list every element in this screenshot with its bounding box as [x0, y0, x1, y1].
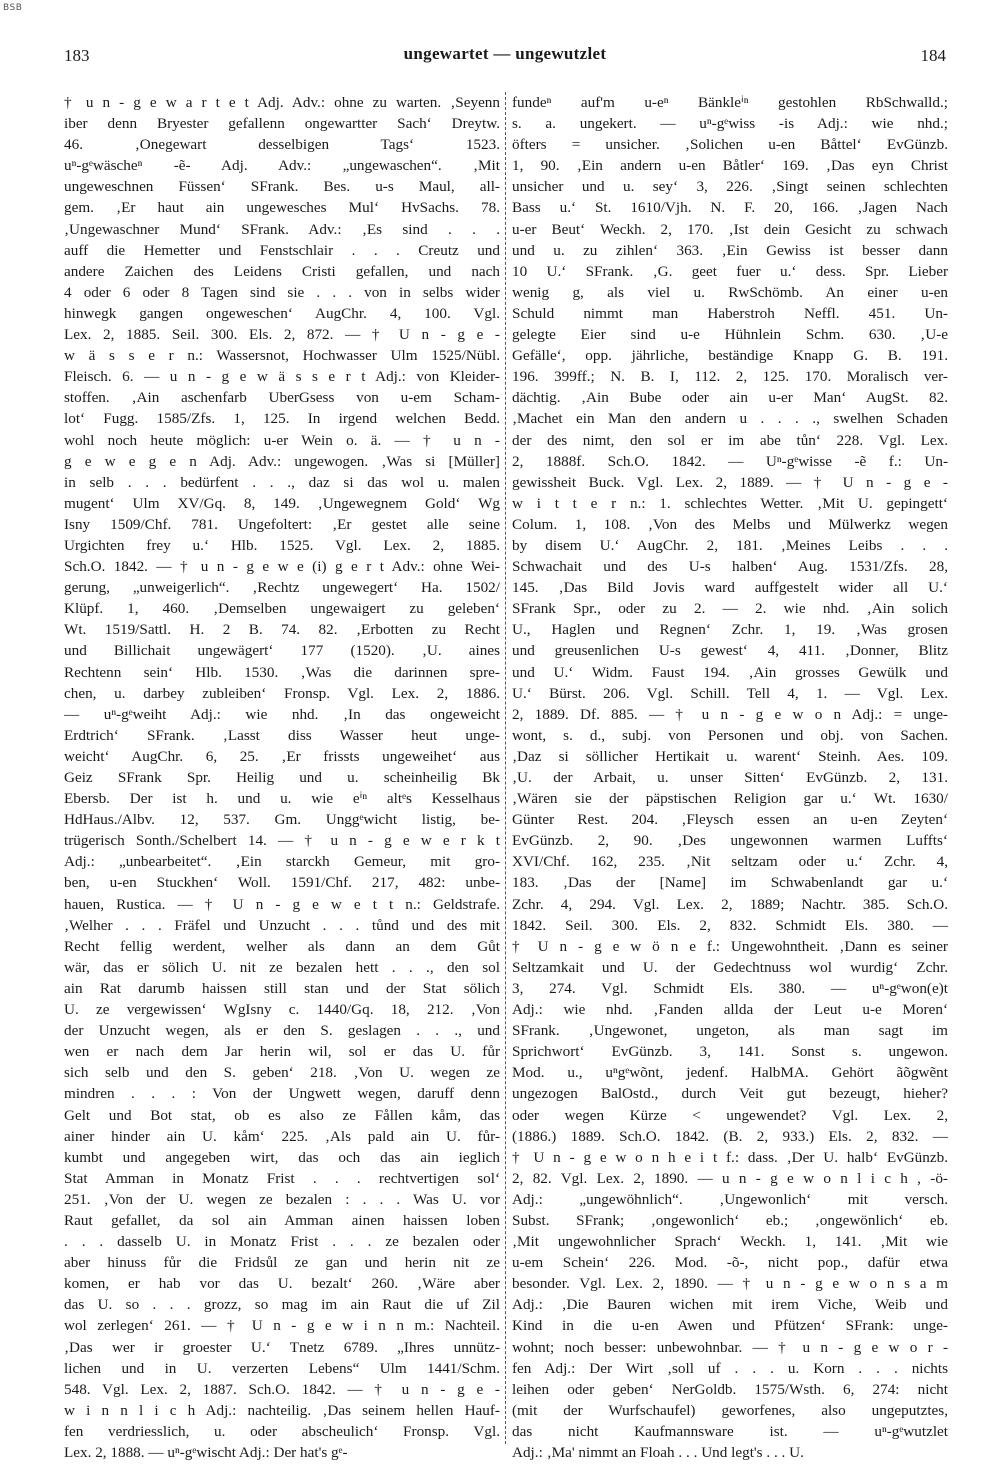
text-line: Fleisch. 6. — u n - g e w ä s s e r t Adj.: von Kleider-: [64, 368, 500, 386]
text-line: ‚Wären sie der päpstischen Religion gar u.‘ Wt. 1630/: [512, 790, 948, 808]
text-line: Geiz SFrank Spr. Heilig und u. scheinheilig Bk: [64, 769, 500, 786]
text-line: w i n n l i c h Adj.: nachteilig. ‚Das seinem hellen Hauf-: [64, 1401, 500, 1419]
text-line: 2, 1888f. Sch.O. 1842. — Uⁿ-gᵉwisse -ẽ f.: Un-: [512, 452, 948, 470]
left-column: [64, 92, 500, 1461]
text-line: aber hinuss fůr die Fridsůl ze gan und herin nit ze: [64, 1254, 500, 1272]
text-line: 46. ‚Onegewart desselbigen Tags‘ 1523.: [64, 136, 500, 154]
text-line: wol zerlegen‘ 261. — † U n - g e w i n n m.: Nachteil.: [64, 1317, 500, 1335]
text-line: sich selb und den S. geben‘ 218. ‚Von U. wegen ze: [64, 1064, 500, 1082]
text-line: wont, s. d., subj. von Personen und obj. von Sachen.: [512, 726, 948, 744]
text-line: Gelt und Bot stat, ob es also ze Fållen kåm, das: [64, 1106, 500, 1124]
text-line: ainer hinder ain U. kåm‘ 225. ‚Als pald ain U. fůr-: [64, 1127, 500, 1145]
text-line: Wt. 1519/Sattl. H. 2 B. 74. 82. ‚Erbotten zu Recht: [64, 621, 500, 639]
text-line: u-em Schein‘ 226. Mod. -õ-, nicht pop., dafür etwa: [512, 1254, 948, 1272]
text-line: ‚Daz si söllicher Hertikait u. warent‘ Steinh. Aes. 109.: [512, 747, 948, 765]
text-line: andere Zaichen des Leidens Cristi gefallen, und nach: [64, 262, 500, 280]
text-line: Raut gefallet, da sol ain Amman ainen haissen loben: [64, 1211, 500, 1229]
text-line: Lex. 2, 1888. — uⁿ-gᵉwischt Adj.: Der hat's gᵉ-: [64, 1444, 348, 1461]
library-stamp: BSB: [3, 3, 23, 13]
text-line: 1842. Seil. 300. Els. 2, 832. Schmidt Els. 380. —: [512, 916, 948, 934]
text-line: gewissheit Buck. Vgl. Lex. 2, 1889. — † U n - g e -: [512, 473, 948, 491]
text-line: 2, 1889. Df. 885. — † u n - g e w o n Adj.: = unge-: [512, 705, 948, 723]
page-number-left: 183: [64, 46, 90, 65]
text-line: und Billichait ungewägert‘ 177 (1520). ‚U. aines: [64, 642, 500, 660]
text-line: Zchr. 4, 294. Vgl. Lex. 2, 1889; Nachtr. 385. Sch.O.: [512, 895, 948, 913]
text-line: iber denn Bryester gefallenn ongewartter Sach‘ Dreytw.: [64, 115, 500, 133]
text-line: Schwachait und des U-s halben‘ Aug. 1531/Zfs. 28,: [512, 558, 948, 576]
text-line: Mod. u., uⁿgᵉwõnt, jedenf. HalbMA. Gehört ãõgwẽnt: [512, 1064, 948, 1082]
text-columns: [64, 92, 948, 1461]
text-line: stoffen. ‚Ain aschenfarb UberGsess von u-em Scham-: [64, 389, 500, 407]
running-head: ungewartet — ungewutzlet: [403, 44, 607, 63]
text-line: † U n - g e w ö n e f.: Ungewohntheit. ‚Dann es seiner: [512, 937, 948, 955]
text-line: Colum. 1, 108. ‚Von des Melbs und Mülwerkz wegen: [512, 515, 948, 533]
text-line: 251. ‚Von der U. wegen ze bezalen : . . . Was U. vor: [64, 1190, 500, 1208]
text-line: Ebersb. Der ist h. und u. wie eⁱⁿ altᵉs Kesselhaus: [64, 790, 500, 808]
text-line: ‚Das wer ir groester U.‘ Tnetz 6789. „Ihres unnütz-: [64, 1338, 500, 1356]
text-line: mindren . . . : Von der Ungwett wegen, daruff denn: [64, 1085, 500, 1103]
text-line: . . . dasselb U. in Monatz Frist . . . ze bezalen oder: [64, 1233, 500, 1251]
text-line: wenig g, als viel u. RwSchömb. An einer u-en: [512, 283, 948, 301]
text-line: ‚U. der Arbait, u. unser Sitten‘ EvGünzb. 2, 131.: [512, 769, 948, 786]
text-line: weicht‘ AugChr. 6, 25. ‚Er frissts ungeweihet‘ aus: [64, 747, 500, 765]
text-line: U.‘ Bürst. 206. Vgl. Schill. Tell 4, 1. — Vgl. Lex.: [512, 684, 948, 702]
text-line: 3, 274. Vgl. Schmidt Els. 380. — uⁿ-gᵉwon(e)t: [512, 979, 948, 997]
text-line: dächtig. ‚Ain Bube oder ain u-er Man‘ AugSt. 82.: [512, 389, 948, 407]
text-line: 1, 90. ‚Ein andern u-en Båtler‘ 169. ‚Das eyn Christ: [512, 157, 948, 175]
text-line: Adj.: ‚Die Bauren wichen mit irem Viche, Weib und: [512, 1296, 948, 1314]
text-line: hauen, Rustica. — † U n - g e w e t t n.: Geldstrafe.: [64, 895, 500, 913]
text-line: auff die Hemetter und Fenstschlair . . . Creutz und: [64, 241, 500, 259]
text-line: SFrank. ‚Ungewonet, ungeton, als man sagt im: [512, 1022, 948, 1040]
text-line: Rechtenn sein‘ Hlb. 1530. ‚Was die darinnen spre-: [64, 663, 500, 681]
text-line: Bass u.‘ St. 1610/Vjh. N. F. 20, 166. ‚Jagen Nach: [512, 199, 948, 217]
text-line: komen, er hab vor das U. bezalt‘ 260. ‚Wäre aber: [64, 1275, 500, 1293]
text-line: EvGünzb. 2, 90. ‚Des ungewonnen warmen Luffts‘: [512, 832, 948, 850]
text-line: Isny 1509/Chf. 781. Ungefoltert: ‚Er gestet alle seine: [64, 515, 500, 533]
text-line: chen, u. darbey zubleiben‘ Fronsp. Vgl. Lex. 2, 1886.: [64, 684, 500, 702]
text-line: ‚Ungewaschner Mund‘ SFrank. Adv.: ‚Es sind . . .: [64, 220, 500, 238]
text-line: Urgichten frey u.‘ Hlb. 1525. Vgl. Lex. 2, 1885.: [64, 536, 500, 554]
text-line: und U.‘ Widm. Faust 194. ‚Ain grosses Gewülk und: [512, 663, 948, 681]
text-line: das U. so . . . grozz, so mag im ain Raut die uf Zil: [64, 1296, 500, 1314]
text-line: besonder. Vgl. Lex. 2, 1890. — † u n - g e w o n s a m: [512, 1275, 948, 1293]
column-divider: [505, 92, 507, 1444]
text-line: ungeweschnen Füssen‘ SFrank. Bes. u-s Maul, all-: [64, 178, 500, 196]
text-line: oder wegen Kürze < ungewendet? Vgl. Lex. 2,: [512, 1106, 948, 1124]
text-line: Adj.: „unbearbeitet“. ‚Ein starckh Gemeur, mit gro-: [64, 853, 500, 871]
text-line: w i t t e r n.: 1. schlechtes Wetter. ‚Mit U. gepingett‘: [512, 494, 948, 512]
page-number-right: 184: [920, 46, 946, 65]
text-line: g e w e g e n Adj. Adv.: ungewogen. ‚Was si [Müller]: [64, 452, 500, 470]
text-line: trügerisch Sonth./Schelbert 14. — † u n - g e w e r k t: [64, 832, 500, 850]
text-line: by disem U.‘ AugChr. 2, 181. ‚Meines Leibs . . .: [512, 536, 948, 554]
text-line: 196. 399ff.; N. B. I, 112. 2, 125. 170. Moralisch ver-: [512, 368, 948, 386]
text-line: fen Adj.: Der Wirt ‚soll uf . . . u. Korn . . . nichts: [512, 1359, 948, 1377]
text-line: in selb . . . bedürfent . . ., daz si das wol u. malen: [64, 473, 500, 491]
text-line: HdHaus./Albv. 12, 537. Gm. Unggᵉwicht listig, be-: [64, 811, 500, 829]
text-line: hinwegk gangen ongeweschen‘ AugChr. 4, 100. Vgl.: [64, 304, 500, 322]
text-line: fundeⁿ auf'm u-eⁿ Bänkleⁱⁿ gestohlen RbSchwalld.;: [512, 94, 948, 111]
text-line: lot‘ Fugg. 1585/Zfs. 1, 125. In irgend welchen Bedd.: [64, 410, 500, 428]
right-column: [512, 92, 948, 1461]
text-line: Seltzamkait und U. der Gedechtnuss wol wurdig‘ Zchr.: [512, 958, 948, 976]
text-line: Sprichwort‘ EvGünzb. 3, 141. Sonst s. ungewon.: [512, 1043, 948, 1061]
text-line: ain Rat darumb haissen still stan und der Stat sölich: [64, 979, 500, 997]
text-line: † u n - g e w a r t e t Adj. Adv.: ohne zu warten. ‚Seyenn: [64, 94, 500, 111]
text-line: gelegte Eier sind u-e Hühnlein Schm. 630. ‚U-e: [512, 326, 948, 344]
text-line: ‚Welher . . . Fräfel und Unzucht . . . tůnd und des mit: [64, 916, 500, 934]
text-line: das nicht Kaufmannsware ist. — uⁿ-gᵉwutzlet: [512, 1422, 948, 1440]
text-line: öfters = unsicher. ‚Solichen u-en Båttel‘ EvGünzb.: [512, 136, 948, 154]
text-line: — uⁿ-gᵉweiht Adj.: wie nhd. ‚In das ongeweicht: [64, 705, 500, 723]
page-header: [64, 44, 946, 70]
text-line: ungezogen BalOstd., durch Veit gut bezeugt, hieher?: [512, 1085, 948, 1103]
text-line: und greusenlichen U-s gewest‘ 4, 411. ‚Donner, Blitz: [512, 642, 948, 660]
text-line: U. ze vergewissen‘ WgIsny c. 1440/Gq. 18, 212. ‚Von: [64, 1001, 500, 1019]
text-line: unsicher und u. sey‘ 3, 226. ‚Singt seinen schlechten: [512, 178, 948, 196]
text-line: wen er nach dem Jar herin wil, sol er das U. fůr: [64, 1043, 500, 1061]
text-line: Klüpf. 1, 460. ‚Demselben ungewaigert zu geleben‘: [64, 600, 500, 618]
text-line: 145. ‚Das Bild Jovis ward auffgestelt wider all U.‘: [512, 579, 948, 597]
text-line: der des nimt, den sol er im abe tůn‘ 228. Vgl. Lex.: [512, 431, 948, 449]
text-line: u-er Beut‘ Weckh. 2, 170. ‚Ist dein Gesicht zu schwach: [512, 220, 948, 238]
text-line: 10 U.‘ SFrank. ‚G. geet fuer u.‘ dess. Spr. Lieber: [512, 262, 948, 280]
text-line: XVI/Chf. 162, 235. ‚Nit seltzam oder u.‘ Zchr. 4,: [512, 853, 948, 871]
text-line: Kind in die u-en Awen und Pfützen‘ SFrank: unge-: [512, 1317, 948, 1335]
text-line: (mit der Wurfschaufel) geworfenes, also ungeputztes,: [512, 1401, 948, 1419]
text-line: Adj.: ‚Ma' nimmt an Floah . . . Und legt's . . . U.: [512, 1444, 804, 1461]
text-line: kumbt und angegeben wirt, das och das ain ieglich: [64, 1148, 500, 1166]
text-line: uⁿ-gᵉwäscheⁿ -ẽ- Adj. Adv.: „ungewaschen“. ‚Mit: [64, 157, 500, 175]
text-line: wohl noch heute möglich: u-er Wein o. ä. — † u n -: [64, 431, 500, 449]
text-line: Adj.: wie nhd. ‚Fanden allda der Leut u-e Moren‘: [512, 1001, 948, 1019]
text-line: ‚Mit ungewohnlicher Sprach‘ Weckh. 1, 141. ‚Mit wie: [512, 1233, 948, 1251]
text-line: Günter Rest. 204. ‚Fleysch essen an u-en Zeyten‘: [512, 811, 948, 829]
text-line: Sch.O. 1842. — † u n - g e w e (i) g e r t Adv.: ohne Wei-: [64, 558, 500, 576]
text-line: Gefälle‘, opp. jährliche, beständige Knapp G. B. 191.: [512, 347, 948, 365]
text-line: s. a. ungekert. — uⁿ-gᵉwiss -is Adj.: wie nhd.;: [512, 115, 948, 133]
text-line: (1886.) 1889. Sch.O. 1842. (B. 2, 933.) Els. 2, 832. —: [512, 1127, 948, 1145]
text-line: Stat Amman in Monatz Frist . . . rechtvertigen sol‘: [64, 1169, 500, 1187]
text-line: leihen oder geben‘ NerGoldb. 1575/Wsth. 6, 274: nicht: [512, 1380, 948, 1398]
text-line: Adj.: „ungewöhnlich“. ‚Ungewonlich‘ mit versch.: [512, 1190, 948, 1208]
text-line: SFrank Spr., oder zu 2. — 2. wie nhd. ‚Ain solich: [512, 600, 948, 618]
text-line: Lex. 2, 1885. Seil. 300. Els. 2, 872. — † U n - g e -: [64, 326, 500, 344]
text-line: U., Haglen und Regnen‘ Zchr. 1, 19. ‚Was grosen: [512, 621, 948, 639]
text-line: 548. Vgl. Lex. 2, 1887. Sch.O. 1842. — † u n - g e -: [64, 1380, 500, 1398]
text-line: † U n - g e w o n h e i t f.: dass. ‚Der U. halb‘ EvGünzb.: [512, 1148, 948, 1166]
text-line: Schuld nimmt man Haberstroh Neffl. 451. Un-: [512, 304, 948, 322]
text-line: Erdtrich‘ SFrank. ‚Lasst diss Wasser heut unge-: [64, 726, 500, 744]
text-line: gem. ‚Er haut ain ungewesches Mul‘ HvSachs. 78.: [64, 199, 500, 217]
text-line: ‚Machet ein Man den andern u . . . ., swelhen Schaden: [512, 410, 948, 428]
text-line: der Unzucht wegen, als er den S. geslagen . . ., und: [64, 1022, 500, 1040]
text-line: und u. zu zihlen‘ 363. ‚Ein Gewiss ist besser dann: [512, 241, 948, 259]
text-line: 4 oder 6 oder 8 Tagen sind sie . . . von in selbs wider: [64, 283, 500, 301]
text-line: wohnt; noch besser: unbewohnbar. — † u n - g e w o r -: [512, 1338, 948, 1356]
text-line: Recht fellig werdent, welher als dann an dem Gůt: [64, 937, 500, 955]
text-line: gerung, „unweigerlich“. ‚Rechtz ungewegert‘ Ha. 1502/: [64, 579, 500, 597]
text-line: fen verdriesslich, u. oder abscheulich‘ Fronsp. Vgl.: [64, 1422, 500, 1440]
text-line: w ä s s e r n.: Wassersnot, Hochwasser Ulm 1525/Nübl.: [64, 347, 500, 365]
text-line: 2, 82. Vgl. Lex. 2, 1890. — u n - g e w o n l i c h , -ö-: [512, 1169, 948, 1187]
text-line: Subst. SFrank; ‚ongewonlich‘ eb.; ‚ongewönlich‘ eb.: [512, 1211, 948, 1229]
text-line: ben, u-en Stuckhen‘ Woll. 1591/Chf. 217, 482: unbe-: [64, 874, 500, 892]
text-line: mugent‘ Ulm XV/Gq. 8, 149. ‚Ungewegnem Gold‘ Wg: [64, 494, 500, 512]
text-line: wär, das er sölich U. nit ze bezalen hett . . ., den sol: [64, 958, 500, 976]
text-line: lichen und in U. verzerten Lebens“ Ulm 1441/Schm.: [64, 1359, 500, 1377]
text-line: 183. ‚Das der [Name] im Schwabenlandt gar u.‘: [512, 874, 948, 892]
